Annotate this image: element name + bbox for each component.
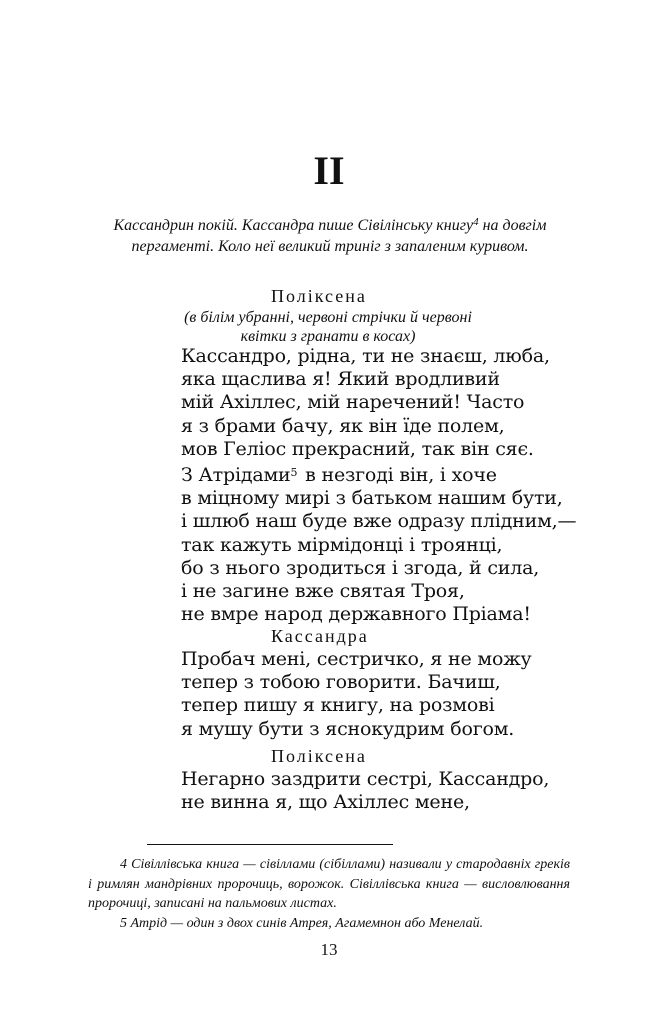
verse-line: Негарно заздрити сестрі, Кассандро,: [181, 768, 550, 790]
verse-line: і шлюб наш буде вже одразу плідним,—: [181, 510, 577, 533]
stage-direction-text: Кассандрин покій. Кассандра пише Сівілінську книгу: [113, 217, 474, 234]
verse-line: бо з нього зродиться і згода, й сила,: [181, 556, 540, 579]
verse-line: яка щаслива я! Який вродливий: [181, 368, 500, 391]
verse-line: Кассандро, рідна, ти не знаєш, люба,: [181, 345, 550, 367]
speaker-name: Поліксена: [271, 286, 367, 306]
verse-line: мій Ахіллес, мій наречений! Часто: [181, 391, 525, 414]
verse-line: так кажуть мірмідонці і троянці,: [181, 533, 503, 556]
footnote-divider: [147, 844, 393, 845]
footnote-ref-4[interactable]: 4: [473, 216, 479, 228]
verse-line-start: З Атрідами: [181, 464, 291, 487]
stage-direction: [90, 212, 570, 257]
verse-block: [181, 345, 576, 626]
verse-line: не вмре народ державного Пріама!: [181, 603, 531, 626]
verse-line: я з брами бачу, як він їде полем,: [181, 414, 505, 437]
verse-line: Пробач мені, сестричко, я не можу: [181, 648, 532, 670]
footnote-5: 5 Атрід — один з двох синів Атрея, Агамемнон або Менелай.: [120, 915, 484, 931]
verse-line: в мiцному мирі з батьком нашим бути,: [181, 487, 563, 510]
footnote-ref-5[interactable]: 5: [290, 466, 298, 480]
speaker-name: Кассандра: [271, 626, 369, 646]
footnote-4: 4 Сівіллівська книга — сівіллами (сібіллами) називали у стародавніх греків і римлян мандрівних пророчиць, ворожок. Сівіллівська книга — висловлювання пророчиці, записані на пальмових листах.: [88, 857, 570, 911]
verse-line: мов Геліос прекрасний, так він сяє.: [181, 437, 534, 460]
speaker-remark: (в білім убранні, червоні стрічки й червоні квітки з гранати в косах): [184, 309, 472, 345]
verse-line: і не загине вже святая Троя,: [181, 580, 465, 603]
page-number: 13: [320, 940, 338, 959]
verse-line: [181, 461, 576, 487]
verse-line-end: в незгоді він, і хоче: [299, 464, 497, 487]
verse-line: тепер пишу я книгу, на розмові: [181, 694, 495, 717]
speaker-name: Поліксена: [271, 746, 367, 766]
verse-line: тепер з тобою говорити. Бачиш,: [181, 671, 501, 694]
verse-block: [181, 768, 549, 814]
footnotes: [88, 855, 570, 933]
act-title: II: [313, 148, 345, 193]
verse-block: [181, 648, 531, 741]
verse-line: я мушу бути з яснокудрим богом.: [181, 717, 515, 740]
verse-line: не винна я, що Ахіллес мене,: [181, 791, 470, 814]
stage-direction-text-cont: на довгім пергаменті. Коло неї великий триніг з запаленим куривом.: [131, 217, 547, 255]
